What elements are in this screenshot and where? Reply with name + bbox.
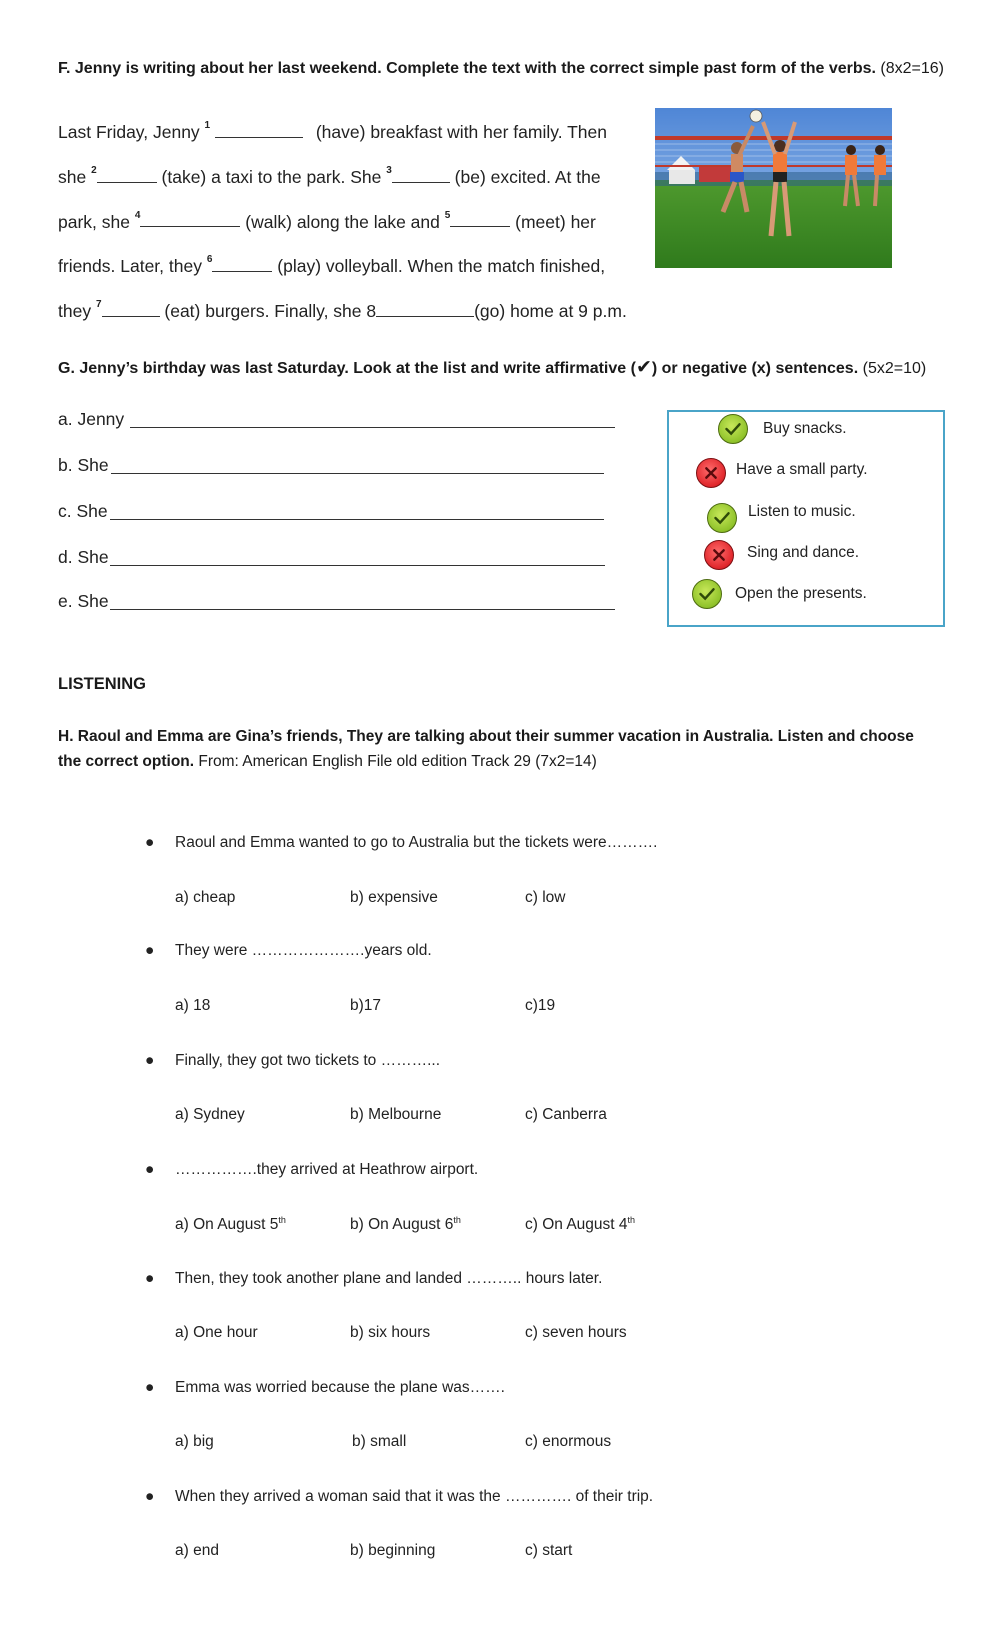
bullet: ● bbox=[145, 1488, 155, 1505]
question-text: Raoul and Emma wanted to go to Australia but the tickets were………. bbox=[175, 834, 658, 851]
f-text: (play) volleyball. When the match finished, bbox=[277, 256, 606, 277]
section-g-instructions: G. Jenny’s birthday was last Saturday. Look at the list and write affirmative ( bbox=[58, 360, 636, 377]
section-f-points: (8x2=16) bbox=[880, 60, 944, 77]
f-text: friends. Later, they bbox=[58, 256, 207, 277]
option-b[interactable]: b) six hours bbox=[350, 1324, 431, 1341]
option-b[interactable]: b) expensive bbox=[350, 889, 438, 906]
f-line-3 bbox=[58, 198, 658, 243]
checklist-item-1: Buy snacks. bbox=[763, 420, 847, 437]
g-answer-line-b[interactable] bbox=[111, 473, 604, 474]
f-text: park, she bbox=[58, 211, 135, 232]
section-h-source: From: American English File old edition Track 29 (7x2=14) bbox=[194, 753, 597, 770]
option-b[interactable]: b) small bbox=[352, 1433, 407, 1450]
option-a[interactable]: a) big bbox=[175, 1433, 214, 1450]
section-h-instructions: H. Raoul and Emma are Gina’s friends, They are talking about their summer vacation in Australia. Listen and choose the correct option. bbox=[58, 728, 914, 770]
section-f-instructions: F. Jenny is writing about her last weekend. Complete the text with the correct simple past form of the verbs. bbox=[58, 60, 876, 77]
section-g-instructions-end: ) or negative (x) sentences. bbox=[651, 360, 859, 377]
check-icon bbox=[718, 414, 748, 444]
option-a[interactable]: a) One hour bbox=[175, 1324, 258, 1341]
section-g-heading bbox=[58, 356, 958, 381]
blank-number: 5 bbox=[444, 209, 451, 221]
g-line-label-d: d. She bbox=[58, 547, 109, 567]
g-answer-line-c[interactable] bbox=[110, 519, 604, 520]
volleyball-scene bbox=[655, 108, 892, 268]
question-text: They were ………………….years old. bbox=[175, 942, 432, 959]
option-b[interactable]: b) beginning bbox=[350, 1542, 436, 1559]
g-answer-line-e[interactable] bbox=[110, 609, 615, 610]
blank-2-input[interactable] bbox=[97, 166, 157, 183]
option-text: c) On August 4 bbox=[525, 1216, 628, 1234]
option-a[interactable]: a) Sydney bbox=[175, 1106, 245, 1123]
checklist-item-5: Open the presents. bbox=[735, 585, 867, 602]
question-text: Emma was worried because the plane was……. bbox=[175, 1379, 505, 1396]
question-text: Finally, they got two tickets to ………... bbox=[175, 1052, 441, 1069]
option-text: b) On August 6 bbox=[350, 1216, 454, 1234]
option-b[interactable]: b)17 bbox=[350, 997, 382, 1014]
blank-4-input[interactable] bbox=[140, 210, 240, 227]
blank-number: 1 bbox=[204, 120, 211, 131]
f-text: she bbox=[58, 166, 92, 187]
question-text: When they arrived a woman said that it was the …………. of their trip. bbox=[175, 1488, 654, 1505]
f-text: (take) a taxi to the park. She bbox=[161, 166, 387, 187]
check-icon: ✔ bbox=[635, 357, 652, 378]
blank-number: 3 bbox=[386, 164, 392, 176]
option-a[interactable]: a) cheap bbox=[175, 889, 236, 906]
bullet: ● bbox=[145, 942, 155, 959]
f-text: (meet) her bbox=[515, 211, 596, 232]
blank-6-input[interactable] bbox=[212, 255, 272, 272]
ordinal-suffix: th bbox=[453, 1215, 461, 1225]
f-text: Last Friday, Jenny bbox=[58, 121, 205, 142]
cross-icon bbox=[696, 458, 726, 488]
section-h-heading bbox=[58, 724, 938, 774]
option-c[interactable]: c) Canberra bbox=[525, 1106, 607, 1123]
f-text: (go) home at 9 p.m. bbox=[474, 301, 627, 322]
option-a[interactable]: a) 18 bbox=[175, 997, 211, 1014]
option-c[interactable]: c)19 bbox=[525, 997, 556, 1014]
checklist-item-3: Listen to music. bbox=[748, 503, 856, 520]
option-c[interactable]: c) low bbox=[525, 889, 566, 906]
blank-3-input[interactable] bbox=[392, 166, 450, 183]
blank-number: 7 bbox=[95, 299, 102, 311]
bullet: ● bbox=[145, 1161, 155, 1178]
blank-number: 6 bbox=[206, 254, 213, 266]
check-icon bbox=[692, 579, 722, 609]
g-answer-line-d[interactable] bbox=[110, 565, 605, 566]
blank-number: 4 bbox=[134, 209, 141, 221]
option-c[interactable]: c) enormous bbox=[525, 1433, 612, 1450]
g-line-label-c: c. She bbox=[58, 501, 108, 521]
section-g-points: (5x2=10) bbox=[862, 360, 927, 377]
f-line-5 bbox=[58, 287, 658, 332]
ordinal-suffix: th bbox=[627, 1215, 636, 1225]
blank-7-input[interactable] bbox=[102, 300, 160, 317]
bullet: ● bbox=[145, 1270, 155, 1287]
f-text: (be) excited. At the bbox=[454, 166, 601, 187]
option-c[interactable] bbox=[525, 1215, 635, 1234]
f-text: (have) breakfast with her family. Then bbox=[315, 121, 608, 142]
section-f-heading bbox=[58, 57, 958, 81]
checklist-item-2: Have a small party. bbox=[736, 461, 868, 478]
g-line-label-b: b. She bbox=[58, 455, 109, 475]
g-line-label-e: e. She bbox=[58, 591, 109, 611]
listening-title: LISTENING bbox=[58, 675, 147, 693]
bullet: ● bbox=[145, 1379, 155, 1396]
option-a[interactable] bbox=[175, 1215, 286, 1234]
f-line-2 bbox=[58, 153, 658, 198]
section-f-paragraph bbox=[58, 108, 658, 332]
bullet: ● bbox=[145, 834, 155, 851]
blank-1-input[interactable] bbox=[215, 121, 303, 138]
f-line-1 bbox=[58, 108, 658, 153]
volleyball-photo bbox=[655, 108, 892, 268]
f-text: (eat) burgers. Finally, she 8 bbox=[164, 301, 377, 322]
option-a[interactable]: a) end bbox=[175, 1542, 219, 1559]
check-icon bbox=[707, 503, 737, 533]
blank-5-input[interactable] bbox=[450, 210, 510, 227]
option-c[interactable]: c) start bbox=[525, 1542, 573, 1559]
option-text: a) On August 5 bbox=[175, 1216, 279, 1234]
question-text: …………….they arrived at Heathrow airport. bbox=[175, 1161, 479, 1178]
option-b[interactable]: b) Melbourne bbox=[350, 1106, 442, 1123]
blank-8-input[interactable] bbox=[376, 300, 474, 317]
option-c[interactable]: c) seven hours bbox=[525, 1324, 627, 1341]
option-b[interactable] bbox=[350, 1215, 461, 1234]
ordinal-suffix: th bbox=[278, 1215, 286, 1225]
f-line-4 bbox=[58, 242, 658, 287]
blank-number: 2 bbox=[91, 164, 97, 176]
f-text: (walk) along the lake and bbox=[245, 211, 445, 232]
checklist-item-4: Sing and dance. bbox=[747, 544, 860, 561]
g-answer-line-a[interactable] bbox=[130, 427, 615, 428]
question-text: Then, they took another plane and landed ……….. hours later. bbox=[175, 1270, 603, 1287]
cross-icon bbox=[704, 540, 734, 570]
g-line-label-a: a. Jenny bbox=[58, 409, 125, 429]
f-text: they bbox=[58, 301, 96, 322]
bullet: ● bbox=[145, 1052, 155, 1069]
